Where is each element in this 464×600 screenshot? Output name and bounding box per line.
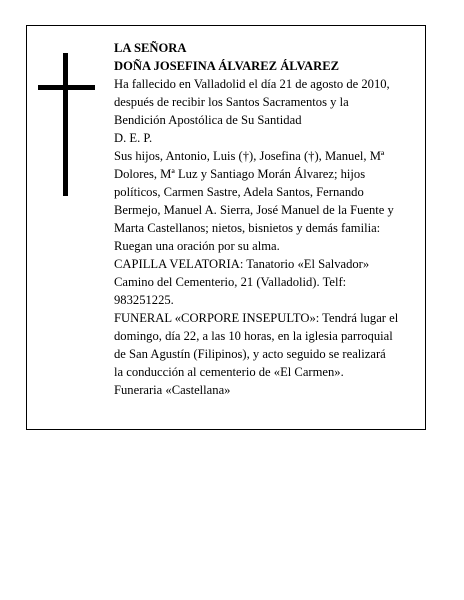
text-line: políticos, Carmen Sastre, Adela Santos, Fernando: [114, 185, 364, 199]
text-line: CAPILLA VELATORIA: Tanatorio «El Salvador»: [114, 257, 370, 271]
deceased-name: DOÑA JOSEFINA ÁLVAREZ ÁLVAREZ: [114, 59, 340, 73]
text-line: Bendición Apostólica de Su Santidad: [114, 113, 302, 127]
text-line: Marta Castellanos; nietos, bisnietos y demás familia:: [114, 221, 381, 235]
cross-vertical-bar: [63, 53, 68, 196]
text-line: Sus hijos, Antonio, Luis (†), Josefina (†), Manuel, Mª: [114, 149, 385, 163]
text-line: 983251225.: [114, 293, 174, 307]
text-line: de San Agustín (Filipinos), y acto seguido se realizará: [114, 347, 386, 361]
text-line: Bermejo, Manuel A. Sierra, José Manuel de la Fuente y: [114, 203, 394, 217]
text-line: domingo, día 22, a las 10 horas, en la iglesia parroquial: [114, 329, 393, 343]
text-line: Ha fallecido en Valladolid el día 21 de agosto de 2010,: [114, 77, 390, 91]
text-line: D. E. P.: [114, 131, 153, 145]
text-line: FUNERAL «CORPORE INSEPULTO»: Tendrá lugar el: [114, 311, 399, 325]
obituary-text: [114, 39, 430, 399]
text-line: Camino del Cementerio, 21 (Valladolid). Telf:: [114, 275, 347, 289]
text-line: Funeraria «Castellana»: [114, 383, 231, 397]
text-line: después de recibir los Santos Sacramentos y la: [114, 95, 349, 109]
cross-horizontal-bar: [38, 85, 95, 90]
text-line: la conducción al cementerio de «El Carmen».: [114, 365, 344, 379]
text-line: Ruegan una oración por su alma.: [114, 239, 280, 253]
text-line: Dolores, Mª Luz y Santiago Morán Álvarez; hijos: [114, 167, 366, 181]
heading-line-1: LA SEÑORA: [114, 41, 187, 55]
